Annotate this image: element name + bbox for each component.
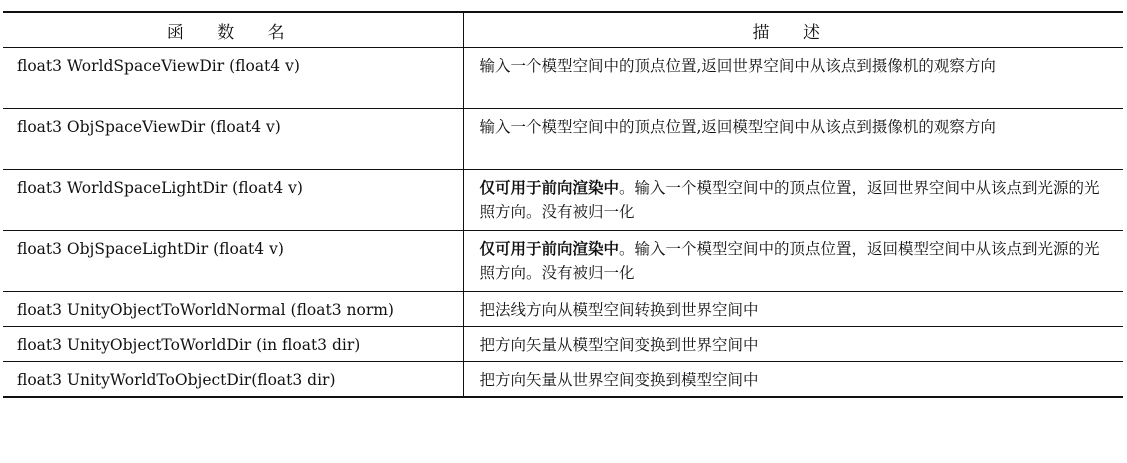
- function-description: [463, 327, 1123, 362]
- description-text: 输入一个模型空间中的顶点位置,返回世界空间中从该点到摄像机的观察方向: [479, 57, 996, 75]
- function-description: [463, 170, 1123, 231]
- table-row: [3, 292, 1123, 327]
- description-text: 把方向矢量从世界空间变换到模型空间中: [479, 371, 759, 389]
- function-description: [463, 292, 1123, 327]
- function-description: [463, 231, 1123, 292]
- function-signature: float3 UnityObjectToWorldNormal (float3 norm): [3, 292, 463, 327]
- table-row: [3, 327, 1123, 362]
- description-text: 把法线方向从模型空间转换到世界空间中: [479, 301, 759, 319]
- function-signature: float3 WorldSpaceLightDir (float4 v): [3, 170, 463, 231]
- table-row: [3, 48, 1123, 109]
- function-description: [463, 362, 1123, 397]
- function-description: [463, 48, 1123, 109]
- table-row: [3, 170, 1123, 231]
- description-text: 。输入一个模型空间中的顶点位置，返回模型空间中从该点到光源的光照方向。没有被归一化: [479, 240, 1100, 282]
- description-text: 。输入一个模型空间中的顶点位置，返回世界空间中从该点到光源的光照方向。没有被归一化: [479, 179, 1100, 221]
- description-bold-prefix: 仅可用于前向渲染中: [479, 178, 620, 197]
- function-signature: float3 ObjSpaceViewDir (float4 v): [3, 109, 463, 170]
- function-signature: float3 WorldSpaceViewDir (float4 v): [3, 48, 463, 109]
- table-row: [3, 362, 1123, 397]
- function-signature: float3 UnityWorldToObjectDir(float3 dir): [3, 362, 463, 397]
- header-description: 描 述: [463, 12, 1123, 48]
- function-table: [3, 11, 1123, 398]
- function-signature: float3 UnityObjectToWorldDir (in float3 dir): [3, 327, 463, 362]
- table-row: [3, 109, 1123, 170]
- description-text: 把方向矢量从模型空间变换到世界空间中: [479, 336, 759, 354]
- function-table-container: [3, 11, 1123, 398]
- function-description: [463, 109, 1123, 170]
- description-bold-prefix: 仅可用于前向渲染中: [479, 239, 620, 258]
- header-function-name: 函 数 名: [3, 12, 463, 48]
- function-signature: float3 ObjSpaceLightDir (float4 v): [3, 231, 463, 292]
- description-text: 输入一个模型空间中的顶点位置,返回模型空间中从该点到摄像机的观察方向: [479, 118, 996, 136]
- table-header-row: [3, 12, 1123, 48]
- table-row: [3, 231, 1123, 292]
